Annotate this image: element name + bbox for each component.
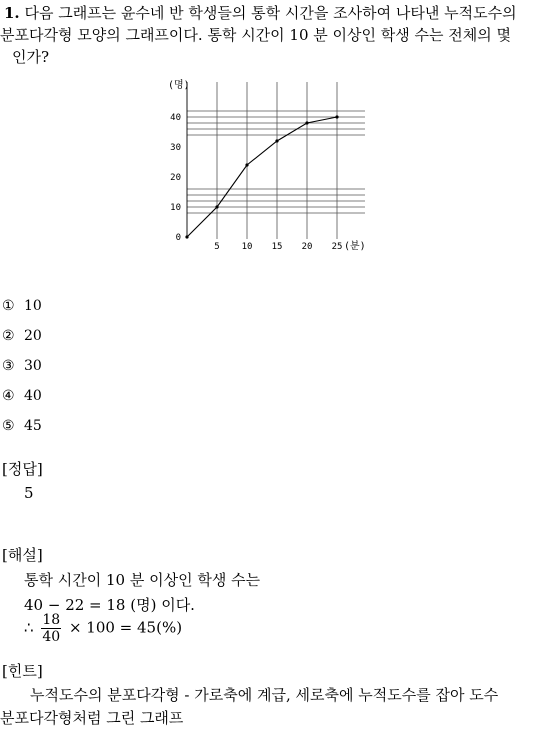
choice-2[interactable] [2, 326, 42, 346]
data-point [275, 139, 278, 142]
x-tick-label: 10 [241, 242, 253, 252]
solution-rest: × 100 = 45(%) [68, 618, 183, 637]
choice-value: 10 [24, 298, 42, 314]
solution-line-1: 통학 시간이 10 분 이상인 학생 수는 [24, 571, 261, 589]
y-tick-label: 20 [170, 173, 181, 183]
y-tick-label: 30 [170, 143, 181, 153]
choice-1[interactable] [2, 296, 42, 316]
y-tick-label: 10 [170, 203, 181, 213]
data-point [305, 121, 308, 124]
solution-line-3 [24, 612, 182, 645]
data-point [335, 115, 338, 118]
chart-tick-labels [170, 113, 342, 252]
fraction-denominator: 40 [42, 629, 61, 645]
data-point [185, 235, 188, 238]
choice-5[interactable] [2, 416, 42, 436]
hint-line-1: 누적도수의 분포다각형 - 가로축에 계급, 세로축에 누적도수를 잡아 도수 [30, 686, 499, 704]
fraction-numerator: 18 [42, 612, 61, 628]
hint-line-2: 분포다각형처럼 그린 그래프 [0, 709, 184, 727]
therefore-symbol: ∴ [24, 618, 34, 637]
choice-mark: ② [2, 328, 15, 344]
x-tick-label: 20 [301, 242, 313, 252]
x-tick-label: 5 [214, 242, 220, 252]
choice-value: 45 [24, 418, 42, 434]
choice-4[interactable] [2, 386, 42, 406]
choice-mark: ④ [2, 388, 15, 404]
question-text-3: 인가? [12, 48, 50, 66]
x-tick-label: 25 [331, 242, 343, 252]
question-text-1: 다음 그래프는 윤수네 반 학생들의 통학 시간을 조사하여 나타낸 누적도수의 [24, 4, 517, 22]
answer-value: 5 [24, 484, 34, 502]
choice-mark: ① [2, 298, 15, 314]
hint-label: [힌트] [2, 662, 43, 680]
chart-y-label: (명) [168, 80, 190, 91]
solution-label: [해설] [2, 546, 43, 564]
y-tick-label: 0 [175, 233, 181, 243]
chart-series [185, 115, 338, 238]
question-text-2: 분포다각형 모양의 그래프이다. 통학 시간이 10 분 이상인 학생 수는 전체의 몇 [0, 26, 512, 44]
choice-value: 20 [24, 328, 42, 344]
choice-value: 30 [24, 358, 42, 374]
chart-x-label: (분) [344, 241, 366, 252]
data-point [215, 205, 218, 208]
choice-mark: ③ [2, 358, 15, 374]
cumulative-frequency-chart [150, 70, 390, 260]
question-number: 1. [4, 4, 20, 22]
choice-3[interactable] [2, 356, 42, 376]
fraction [41, 612, 61, 645]
choice-mark: ⑤ [2, 418, 15, 434]
answer-label: [정답] [2, 460, 43, 478]
x-tick-label: 15 [271, 242, 283, 252]
choice-value: 40 [24, 388, 42, 404]
chart-grid [187, 82, 365, 239]
question-line-1 [4, 2, 517, 24]
data-point [245, 163, 248, 166]
solution-line-2: 40 − 22 = 18 (명) 이다. [24, 596, 195, 614]
y-tick-label: 40 [170, 113, 181, 123]
